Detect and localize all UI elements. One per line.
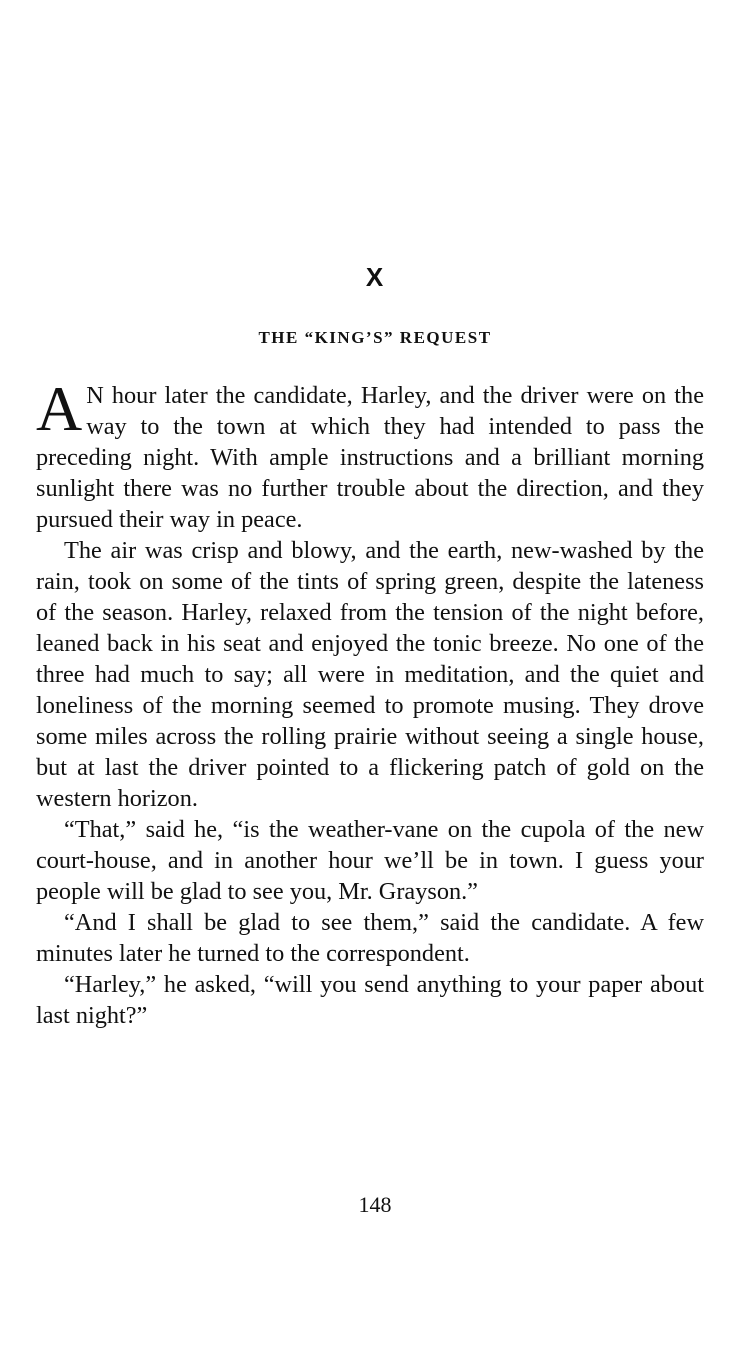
chapter-title: THE “KING’S” REQUEST [258, 328, 492, 347]
paragraph-5: “Harley,” he asked, “will you send anything to your paper about last night?” [36, 971, 704, 1029]
chapter-number: X [365, 262, 385, 292]
paragraph-3: “That,” said he, “is the weather-vane on the cupola of the new court-house, and in another hour we’ll be in town. I guess your people will be glad to see you, Mr. Grayson.” [36, 816, 704, 905]
page-number: 148 [358, 1192, 392, 1217]
lead-in: N [86, 382, 104, 409]
paragraph-2: The air was crisp and blowy, and the earth, new-washed by the rain, took on some of the tints of spring green, despite the lateness of the season. Harley, relaxed from the tension of the night before, leaned back in his seat and enjoyed the tonic breeze. No one of the three had much to say; all were in meditation, and the quiet and loneliness of the morning seemed to promote musing. They drove some miles across the rolling prairie without seeing a single house, but at last the driver pointed to a flickering patch of gold on the western horizon. [36, 537, 704, 812]
paragraph-1 [36, 373, 704, 535]
paragraph-1-text: hour later the candidate, Harley, and the driver were on the way to the town at which they had intended to pass the preceding night. With ample instructions and a brilliant morning sunlight there was no further trouble about the direction, and they pursued their way in peace. [36, 382, 704, 533]
drop-cap: A [36, 373, 83, 444]
body-text [36, 373, 704, 1031]
paragraph-4: “And I shall be glad to see them,” said the candidate. A few minutes later he turned to the correspondent. [36, 909, 704, 967]
